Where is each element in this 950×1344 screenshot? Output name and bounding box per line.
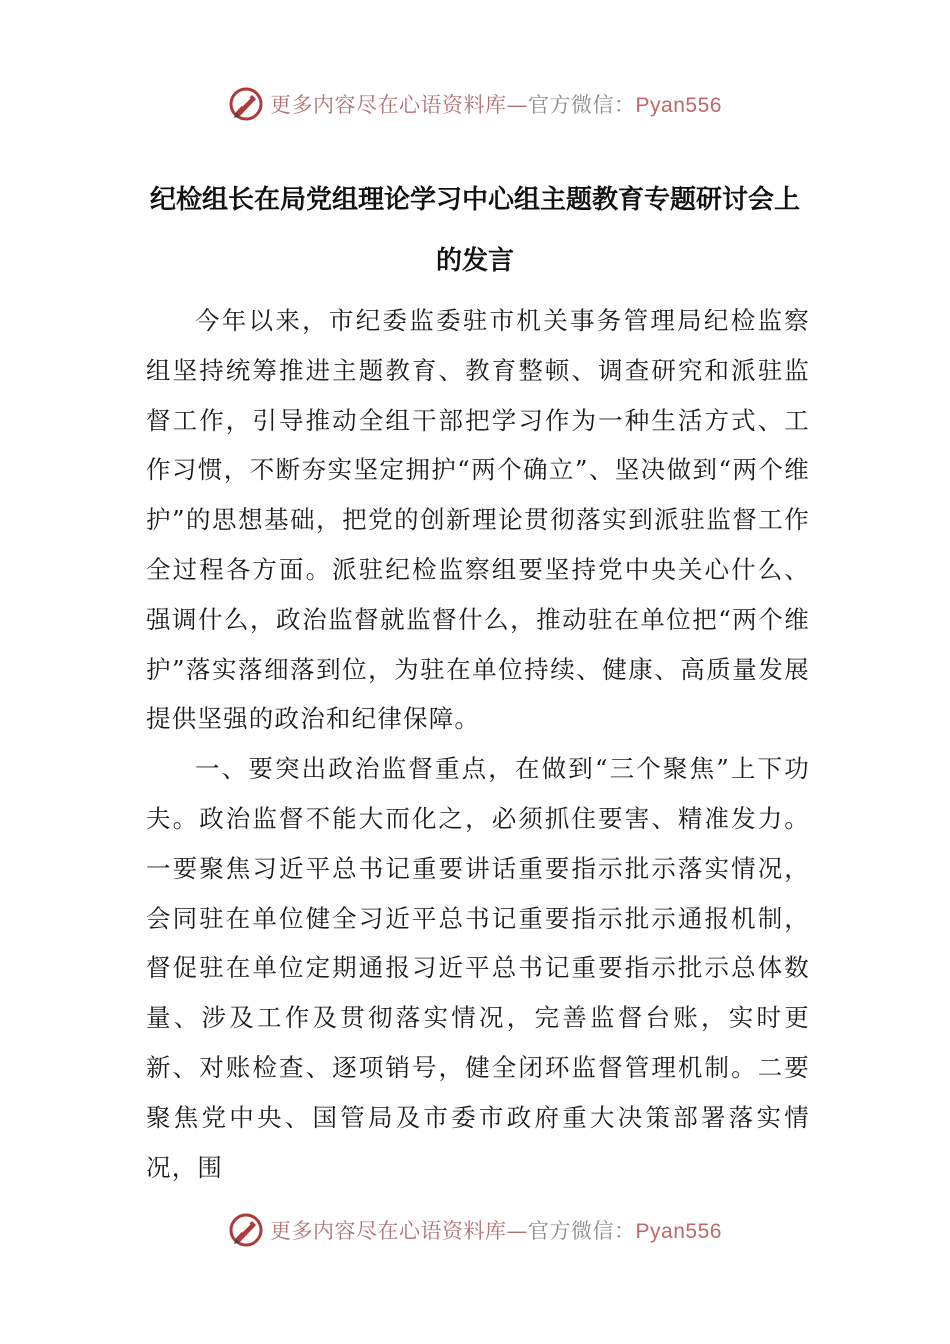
document-body — [146, 296, 810, 1192]
document-title: 纪检组长在局党组理论学习中心组主题教育专题研讨会上的发言 — [149, 185, 800, 276]
banner-separator: — — [506, 93, 529, 117]
paragraph-section-one: 一、要突出政治监督重点，在做到“三个聚焦”上下功夫。政治监督不能大而化之，必须抓住要害、精准发力。一要聚焦习近平总书记重要讲话重要指示批示落实情况，会同驻在单位健全习近平总书记重要指示批示通报机制，督促驻在单位定期通报习近平总书记重要指示批示总体数量、涉及工作及贯彻落实情况，完善监督台账，实时更新、对账检查、逐项销号，健全闭环监督管理机制。二要聚焦党中央、国管局及市委市政府重大决策部署落实情况，围 — [146, 754, 810, 1182]
pen-logo-icon — [228, 1212, 264, 1248]
paragraph-intro: 今年以来，市纪委监委驻市机关事务管理局纪检监察组坚持统筹推进主题教育、教育整顿、调查研究和派驻监督工作，引导推动全组干部把学习作为一种生活方式、工作习惯，不断夯实坚定拥护“两个确立”、坚决做到“两个维护”的思想基础，把党的创新理论贯彻落实到派驻监督工作全过程各方面。派驻纪检监察组要坚持党中央关心什么、强调什么，政治监督就监督什么，推动驻在单位把“两个维护”落实落细落到位，为驻在单位持续、健康、高质量发展提供坚强的政治和纪律保障。 — [146, 306, 810, 734]
banner-wechat-id: Pyan556 — [635, 94, 722, 117]
banner-wechat-label: 官方微信： — [528, 1219, 636, 1243]
banner-label — [270, 1215, 722, 1245]
watermark-banner-top — [0, 82, 950, 126]
banner-label — [270, 89, 722, 119]
banner-separator: — — [506, 1219, 529, 1243]
banner-wechat-id: Pyan556 — [635, 1220, 722, 1243]
watermark-banner-bottom — [0, 1208, 950, 1252]
banner-main-text: 更多内容尽在心语资料库 — [270, 93, 507, 117]
banner-wechat-label: 官方微信： — [528, 93, 636, 117]
pen-logo-icon — [228, 86, 264, 122]
banner-main-text: 更多内容尽在心语资料库 — [270, 1219, 507, 1243]
